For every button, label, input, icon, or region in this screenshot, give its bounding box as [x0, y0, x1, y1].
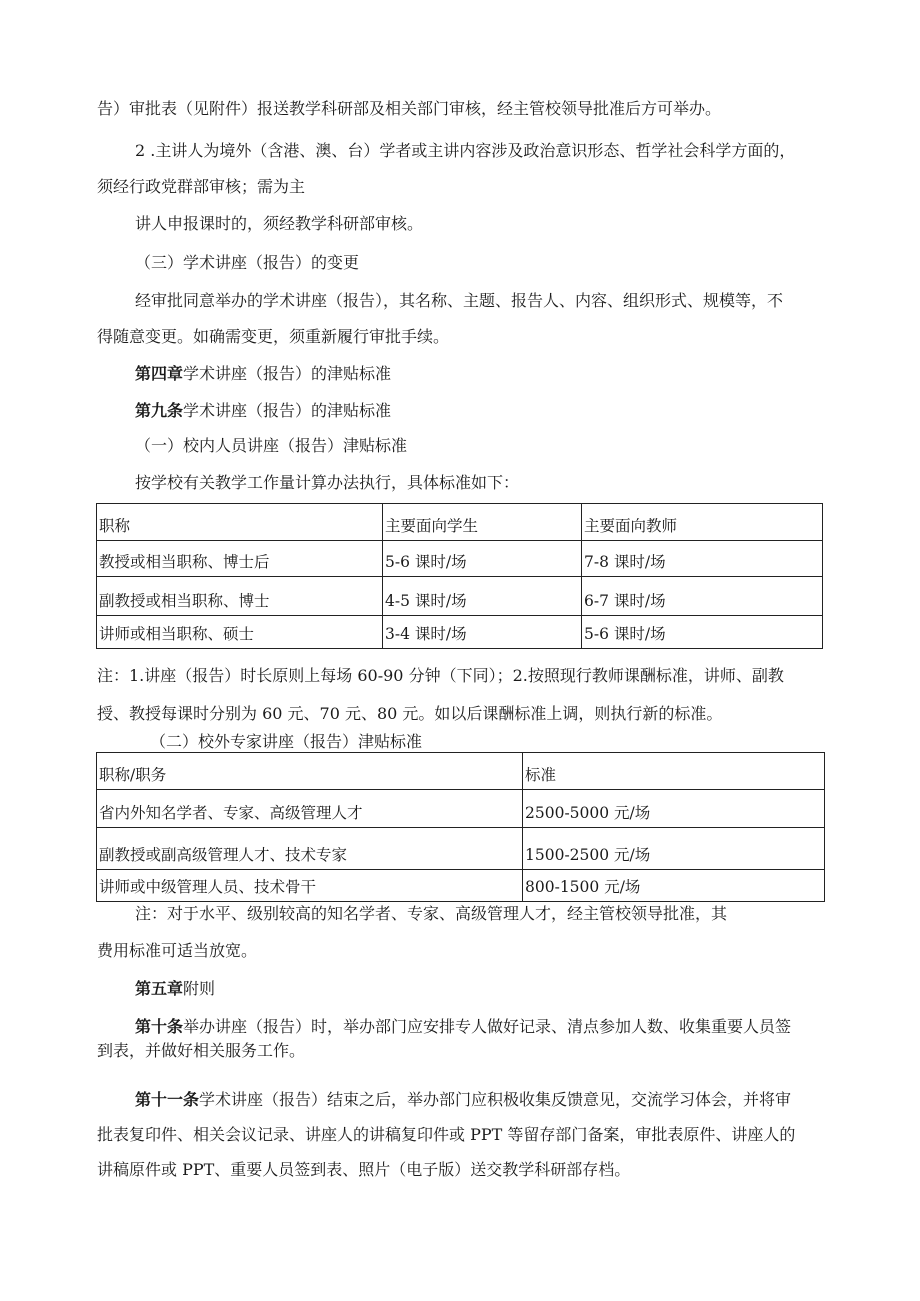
external-allowance-table — [96, 752, 825, 902]
table-cell: 2500-5000 元/场 — [523, 790, 825, 828]
table-cell: 5-6 课时/场 — [383, 541, 582, 577]
chapter-4-title: 学术讲座（报告）的津贴标准 — [183, 364, 392, 383]
paragraph-change: 经审批同意举办的学术讲座（报告），其名称、主题、报告人、内容、组织形式、规模等，不 — [135, 291, 784, 310]
table-cell: 讲师或中级管理人员、技术骨干 — [97, 870, 523, 902]
article-10-label: 第十条 — [135, 1017, 184, 1036]
table-cell: 教授或相当职称、博士后 — [97, 541, 383, 577]
article-11-cont: 批表复印件、相关会议记录、讲座人的讲稿复印件或 PPT 等留存部门备案，审批表原件、讲座人的 — [97, 1125, 796, 1144]
paragraph-change-cont: 得随意变更。如确需变更，须重新履行审批手续。 — [97, 327, 450, 346]
subsection-internal-desc: 按学校有关教学工作量计算办法执行，具体标准如下： — [135, 473, 520, 492]
article-10-cont: 到表，并做好相关服务工作。 — [97, 1041, 306, 1060]
table-header-row — [97, 753, 825, 790]
paragraph-foreign-speaker: 2 .主讲人为境外（含港、澳、台）学者或主讲内容涉及政治意识形态、哲学社会科学方面的， — [135, 141, 796, 160]
table-cell: 1500-2500 元/场 — [523, 828, 825, 870]
chapter-5-heading — [135, 978, 215, 1000]
article-9-label: 第九条 — [135, 401, 184, 420]
table-row — [97, 790, 825, 828]
table-header-cell: 职称 — [97, 504, 383, 541]
table-cell: 讲师或相当职称、硕士 — [97, 616, 383, 649]
table-cell: 3-4 课时/场 — [383, 616, 582, 649]
article-10-text: 举办讲座（报告）时，举办部门应安排专人做好记录、清点参加人数、收集重要人员签 — [183, 1017, 792, 1036]
chapter-4-heading — [135, 363, 391, 385]
article-11 — [135, 1089, 791, 1111]
chapter-4-label: 第四章 — [135, 364, 184, 383]
table-row — [97, 577, 823, 616]
table-row — [97, 616, 823, 649]
table-cell: 副教授或相当职称、博士 — [97, 577, 383, 616]
table-cell: 6-7 课时/场 — [582, 577, 823, 616]
note-external-cont: 费用标准可适当放宽。 — [97, 941, 258, 960]
table-row — [97, 828, 825, 870]
subsection-internal: （一）校内人员讲座（报告）津贴标准 — [135, 436, 408, 455]
paragraph-foreign-speaker-cont: 须经行政党群部审核；需为主 — [97, 177, 306, 196]
article-11-label: 第十一条 — [135, 1090, 200, 1109]
article-11-text: 学术讲座（报告）结束之后，举办部门应积极收集反馈意见，交流学习体会，并将审 — [199, 1090, 792, 1109]
table-cell: 800-1500 元/场 — [523, 870, 825, 902]
note-internal: 注：1.讲座（报告）时长原则上每场 60-90 分钟（下同）；2.按照现行教师课酬标准，讲师、副教 — [97, 666, 784, 685]
chapter-5-label: 第五章 — [135, 979, 184, 998]
table-cell: 副教授或副高级管理人才、技术专家 — [97, 828, 523, 870]
article-9-title: 学术讲座（报告）的津贴标准 — [183, 401, 392, 420]
note-external: 注：对于水平、级别较高的知名学者、专家、高级管理人才，经主管校领导批准，其 — [135, 904, 728, 923]
article-11-cont-2: 讲稿原件或 PPT、重要人员签到表、照片（电子版）送交教学科研部存档。 — [97, 1160, 631, 1179]
table-cell: 省内外知名学者、专家、高级管理人才 — [97, 790, 523, 828]
table-header-cell: 主要面向学生 — [383, 504, 582, 541]
table-cell: 4-5 课时/场 — [383, 577, 582, 616]
table-row — [97, 870, 825, 902]
article-10 — [135, 1016, 791, 1038]
paragraph-approval: 告）审批表（见附件）报送教学科研部及相关部门审核，经主管校领导批准后方可举办。 — [97, 99, 722, 118]
table-row — [97, 541, 823, 577]
article-9-heading — [135, 400, 391, 422]
table-cell: 7-8 课时/场 — [582, 541, 823, 577]
table-header-cell: 标准 — [523, 753, 825, 790]
paragraph-course-hours: 讲人申报课时的，须经教学科研部审核。 — [135, 214, 424, 233]
section-heading-change: （三）学术讲座（报告）的变更 — [135, 253, 360, 272]
note-internal-cont: 授、教授每课时分别为 60 元、70 元、80 元。如以后课酬标准上调，则执行新的标准。 — [97, 704, 723, 723]
subsection-external: （二）校外专家讲座（报告）津贴标准 — [150, 732, 423, 751]
chapter-5-title: 附则 — [183, 979, 216, 998]
internal-allowance-table — [96, 503, 823, 649]
table-header-row — [97, 504, 823, 541]
table-header-cell: 主要面向教师 — [582, 504, 823, 541]
table-cell: 5-6 课时/场 — [582, 616, 823, 649]
table-header-cell: 职称/职务 — [97, 753, 523, 790]
